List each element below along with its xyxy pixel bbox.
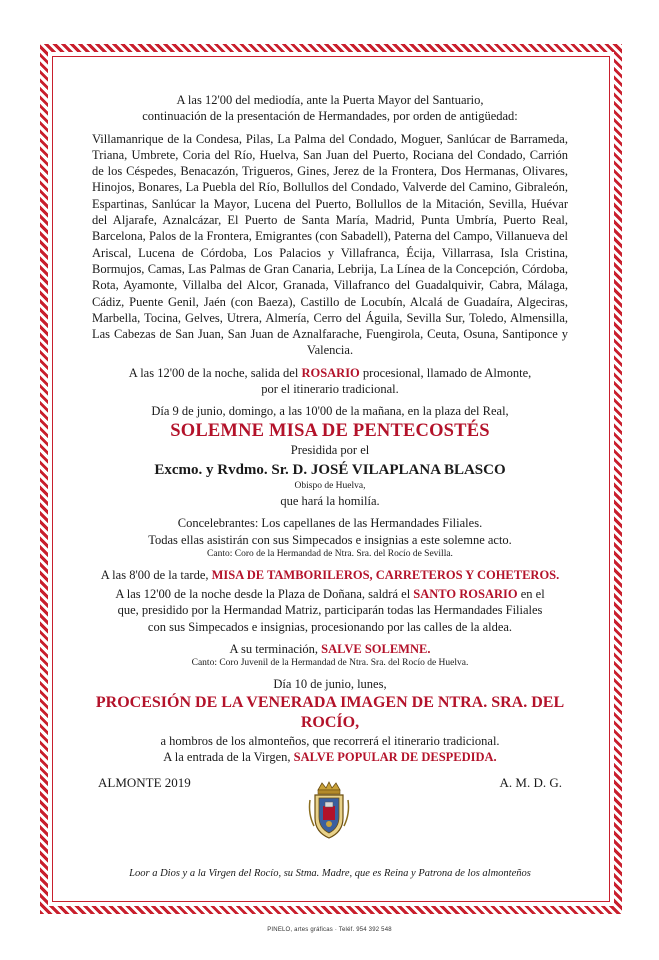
salve-line	[92, 641, 568, 657]
procesion-date-line: Día 10 de junio, lunes,	[273, 677, 387, 692]
santo-rosario-line-2: que, presidido por la Hermandad Matriz, participarán todas las Hermandades Filiales	[117, 603, 543, 618]
place-year: ALMONTE 2019	[98, 775, 191, 791]
motto: Loor a Dios y a la Virgen del Rocío, su Stma. Madre, que es Reina y Patrona de los almonteños	[129, 867, 531, 879]
salve-highlight: SALVE SOLEMNE.	[321, 642, 431, 657]
program-body	[92, 92, 568, 792]
procesion-entrada-pre: A la entrada de la Virgen,	[163, 749, 291, 764]
santo-rosario-pre: A las 12'00 de la noche desde la Plaza de Doñana, saldrá el	[115, 587, 411, 602]
tamborileros-line	[92, 567, 568, 583]
misa-attendance: Todas ellas asistirán con sus Simpecados e insignias a este solemne acto.	[148, 532, 512, 547]
salve-canto: Canto: Coro Juvenil de la Hermandad de Ntra. Sra. del Rocío de Huelva.	[191, 658, 469, 669]
misa-celebrant: Excmo. y Rvdmo. Sr. D. JOSÉ VILAPLANA BLASCO	[154, 461, 506, 478]
santo-rosario-highlight: SANTO ROSARIO	[413, 587, 518, 602]
rosario-line-1	[92, 365, 568, 381]
misa-homily: que hará la homilía.	[280, 493, 380, 508]
misa-canto: Canto: Coro de la Hermandad de Ntra. Sra. del Rocío de Sevilla.	[207, 548, 453, 559]
rosario-pre: A las 12'00 de la noche, salida del	[128, 365, 299, 380]
printer-credit: PINELO, artes gráficas · Teléf. 954 392 548	[267, 927, 392, 933]
misa-celebrant-role: Obispo de Huelva,	[294, 480, 366, 491]
intro-line-1: A las 12'00 del mediodía, ante la Puerta Mayor del Santuario,	[176, 93, 484, 107]
tamborileros-highlight: MISA DE TAMBORILEROS, CARRETEROS Y COHETEROS.	[211, 567, 560, 582]
hermandades-list: Villamanrique de la Condesa, Pilas, La Palma del Condado, Moguer, Sanlúcar de Barrameda, Triana, Umbrete, Coria del Río, Huelva, San Juan del Puerto, Rociana del Condado, Carrión de los Céspedes, Benacazón, Trigueros, Gines, Jerez de la Frontera, Dos Hermanas, Olivares, Hinojos, Bonares, La Puebla del Río, Bollullos del Condado, Valverde del Camino, Gibraleón, Espartinas, Sanlúcar la Mayor, Lucena del Puerto, Bollullos de la Mitación, Sevilla, Huévar del Aljarafe, Aznalcázar, El Puerto de Santa María, Madrid, Punta Umbría, Puerto Real, Barcelona, Palos de la Frontera, Emigrantes (con Sabadell), Paterna del Campo, Villanueva del Ariscal, Lucena de Córdoba, Los Palacios y Villafranca, Écija, Villarrasa, Isla Cristina, Bormujos, Camas, Las Palmas de Gran Canaria, Lebrija, La Línea de la Concepción, Córdoba, Rota, Ayamonte, Villalba del Alcor, Granada, Villafranco del Guadalquivir, Cabra, Málaga, Cádiz, Puente Genil, Jaén (con Baeza), Castillo de Locubín, Alcalá de Guadaíra, Algeciras, Marbella, Tocina, Gelves, Utrera, Almería, Cerro del Águila, Sevilla Sur, Toledo, Almensilla, Las Cabezas de San Juan, San Juan de Aznalfarache, Fuengirola, Ceuta, Osuna, Santiponce y Valencia.	[92, 131, 568, 358]
intro-line-2: continuación de la presentación de Hermandades, por orden de antigüedad:	[142, 109, 518, 124]
misa-concelebrants: Concelebrantes: Los capellanes de las Hermandades Filiales.	[177, 516, 483, 531]
rosario-line-2: por el itinerario tradicional.	[261, 382, 399, 397]
almonte-coat-of-arms-icon	[306, 780, 352, 842]
procesion-title: PROCESIÓN DE LA VENERADA IMAGEN DE NTRA. SRA. DEL ROCÍO,	[95, 693, 565, 731]
misa-presided: Presidida por el	[290, 442, 370, 457]
rosario-highlight: ROSARIO	[301, 365, 360, 380]
amdg: A. M. D. G.	[499, 775, 562, 791]
procesion-line-2: a hombros de los almonteños, que recorrerá el itinerario tradicional.	[160, 733, 500, 748]
procesion-entrada-highlight: SALVE POPULAR DE DESPEDIDA.	[293, 749, 497, 764]
misa-title: SOLEMNE MISA DE PENTECOSTÉS	[170, 420, 490, 441]
santo-rosario-post: en el	[520, 587, 545, 602]
tamborileros-pre: A las 8'00 de la tarde,	[100, 567, 209, 582]
procesion-entrada	[92, 749, 568, 765]
salve-pre: A su terminación,	[229, 642, 319, 657]
misa-date-line: Día 9 de junio, domingo, a las 10'00 de la mañana, en la plaza del Real,	[151, 404, 509, 419]
santo-rosario-line-1	[92, 586, 568, 602]
santo-rosario-line-3: con sus Simpecados e insignias, procesionando por las calles de la aldea.	[147, 619, 513, 634]
rosario-post: procesional, llamado de Almonte,	[362, 365, 532, 380]
